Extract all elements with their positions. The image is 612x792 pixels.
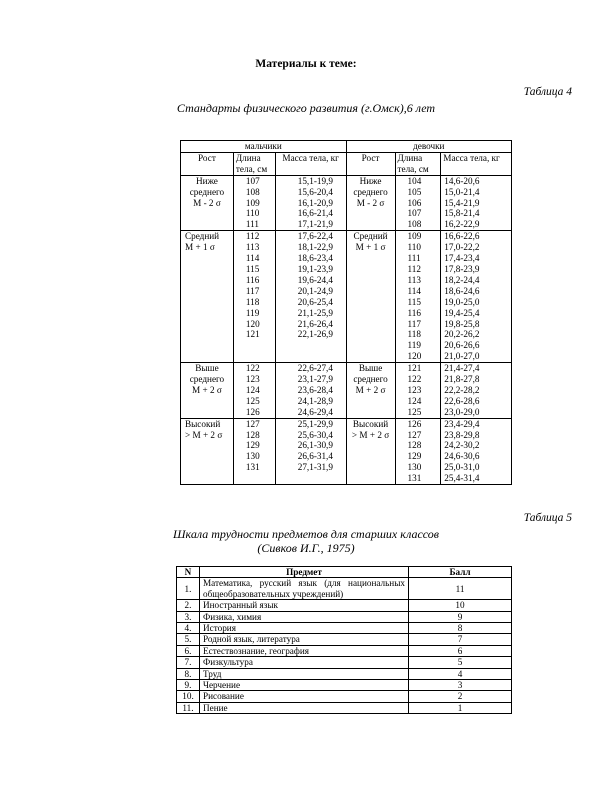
cell-line: Высокий	[352, 418, 389, 429]
table-row	[177, 645, 512, 656]
table5-label: Таблица 5	[523, 512, 572, 524]
cell-line: 105	[407, 186, 422, 197]
cell-line: 127	[245, 418, 260, 429]
cell-n: 2.	[177, 600, 200, 611]
cell-line: 107	[245, 175, 260, 186]
cell-boys-len	[233, 231, 275, 363]
cell-score: 5	[409, 657, 512, 668]
cell-line: Выше	[195, 363, 219, 374]
cell-line: среднего	[353, 186, 388, 197]
cell-girls-len	[395, 418, 441, 484]
table-row	[181, 418, 512, 484]
cell-line: 122	[407, 374, 422, 385]
cell-subject: Физкультура	[200, 657, 409, 668]
cell-line: 108	[245, 186, 260, 197]
cell-line: 108	[407, 219, 422, 230]
table-row	[181, 231, 512, 363]
cell-line: > М + 2 σ	[351, 429, 390, 440]
cell-line: М + 2 σ	[355, 384, 386, 395]
cell-line: 15,0-21,4	[444, 186, 480, 197]
cell-line: 118	[407, 329, 421, 340]
cell-line: 15,4-21,9	[444, 197, 480, 208]
cell-subject: Математика, русский язык (для национальных общеобразовательных учреждений)	[200, 578, 409, 600]
cell-line: 124	[407, 395, 422, 406]
cell-line: 125	[245, 395, 260, 406]
cell-line: 123	[407, 384, 422, 395]
cell-line: Выше	[358, 363, 383, 374]
cell-line: 19,4-25,4	[444, 307, 480, 318]
table-row	[181, 363, 512, 419]
table-row	[181, 175, 512, 231]
cell-line: 16,6-22,6	[444, 231, 480, 242]
cell-boys-mass	[275, 175, 346, 231]
cell-line: 124	[245, 384, 260, 395]
cell-subject: Рисование	[200, 691, 409, 702]
cell-line: 113	[245, 242, 260, 253]
cell-line: 17,4-23,4	[444, 253, 480, 264]
girls-col-mass: Масса тела, кг	[441, 152, 512, 175]
cell-line: 126	[407, 418, 422, 429]
cell-line: Средний	[185, 231, 220, 242]
cell-n: 5.	[177, 634, 200, 645]
table-row	[177, 600, 512, 611]
cell-line: 107	[407, 208, 422, 219]
cell-line: 24,6-29,4	[297, 406, 333, 417]
cell-line: 112	[407, 263, 421, 274]
cell-boys-mass	[275, 418, 346, 484]
cell-line: 20,2-26,2	[444, 329, 480, 340]
cell-line: 17,8-23,9	[444, 263, 480, 274]
boys-col-length: Длина тела, см	[233, 152, 275, 175]
cell-line: 130	[407, 462, 422, 473]
cell-line: 120	[245, 318, 260, 329]
cell-line: 23,1-27,9	[297, 374, 333, 385]
subject-difficulty-table	[176, 566, 512, 714]
cell-line: среднего	[353, 374, 388, 385]
boys-col-rost: Рост	[181, 152, 234, 175]
cell-line: 19,8-25,8	[444, 318, 480, 329]
cell-boys-len	[233, 175, 275, 231]
cell-line: 20,6-26,6	[444, 340, 480, 351]
cell-line: 129	[407, 451, 422, 462]
cell-subject: Пение	[200, 702, 409, 713]
cell-line: 131	[407, 473, 422, 484]
cell-boys-mass	[275, 231, 346, 363]
cell-line: 115	[407, 296, 421, 307]
cell-line: 112	[245, 231, 260, 242]
cell-line: 22,6-27,4	[297, 363, 333, 374]
cell-line: 24,2-30,2	[444, 440, 480, 451]
table-row	[177, 702, 512, 713]
cell-line: 20,6-25,4	[297, 296, 333, 307]
cell-score: 4	[409, 668, 512, 679]
cell-line: 18,1-22,9	[297, 242, 333, 253]
cell-line: М + 2 σ	[192, 384, 222, 395]
cell-girls-label	[346, 363, 395, 419]
col-subject: Предмет	[200, 567, 409, 578]
cell-line: 120	[407, 351, 422, 362]
cell-line: 123	[245, 374, 260, 385]
cell-line: М + 1 σ	[355, 242, 386, 253]
cell-boys-label	[181, 175, 234, 231]
table4-label: Таблица 4	[523, 86, 572, 98]
girls-col-length: Длина тела, см	[395, 152, 441, 175]
cell-line: 121	[407, 363, 422, 374]
cell-line: 109	[407, 231, 422, 242]
cell-score: 8	[409, 623, 512, 634]
cell-line: М - 2 σ	[356, 197, 385, 208]
cell-n: 9.	[177, 680, 200, 691]
table-row	[177, 691, 512, 702]
cell-line: 15,8-21,4	[444, 208, 480, 219]
cell-girls-label	[346, 231, 395, 363]
page-heading: Материалы к теме:	[255, 58, 357, 70]
cell-n: 10.	[177, 691, 200, 702]
cell-line: 16,6-21,4	[297, 208, 333, 219]
cell-line: 129	[245, 440, 260, 451]
cell-line: 21,0-27,0	[444, 351, 480, 362]
cell-line: 15,6-20,4	[297, 186, 333, 197]
cell-line: 119	[407, 340, 421, 351]
cell-line: 130	[245, 451, 260, 462]
cell-line: 23,8-29,8	[444, 429, 480, 440]
cell-girls-mass	[441, 175, 512, 231]
cell-line: 113	[407, 274, 421, 285]
cell-line: 25,0-31,0	[444, 462, 480, 473]
table-row	[177, 668, 512, 679]
cell-line: 15,1-19,9	[297, 175, 333, 186]
cell-line: 21,8-27,8	[444, 374, 480, 385]
cell-line: 16,1-20,9	[297, 197, 333, 208]
table-row	[177, 578, 512, 600]
cell-score: 11	[409, 578, 512, 600]
cell-line: 21,4-27,4	[444, 363, 480, 374]
cell-line: 23,6-28,4	[297, 384, 333, 395]
table5-caption-line2: (Сивков И.Г., 1975)	[257, 541, 355, 555]
cell-line: 122	[245, 363, 260, 374]
cell-line: среднего	[189, 374, 225, 385]
table-row	[177, 634, 512, 645]
girls-header: девочки	[346, 141, 511, 153]
cell-line: 17,6-22,4	[297, 231, 333, 242]
cell-girls-label	[346, 418, 395, 484]
cell-score: 2	[409, 691, 512, 702]
cell-line: Высокий	[185, 418, 221, 429]
cell-line: 17,1-21,9	[297, 219, 333, 230]
cell-line: 114	[407, 285, 421, 296]
col-score: Балл	[409, 567, 512, 578]
cell-line: 116	[407, 307, 421, 318]
cell-score: 7	[409, 634, 512, 645]
cell-line: Ниже	[359, 175, 382, 186]
cell-line: 26,6-31,4	[297, 451, 333, 462]
table-row	[177, 623, 512, 634]
cell-line: 116	[245, 274, 260, 285]
cell-line: 110	[407, 242, 421, 253]
cell-line: 111	[407, 253, 421, 264]
cell-line: 127	[407, 429, 422, 440]
cell-line: М + 1 σ	[185, 242, 215, 253]
cell-line: 111	[245, 219, 259, 230]
cell-line: 17,0-22,2	[444, 242, 480, 253]
cell-line: 23,4-29,4	[444, 418, 480, 429]
cell-girls-len	[395, 175, 441, 231]
physical-development-table	[180, 140, 512, 485]
cell-line: 24,1-28,9	[297, 395, 333, 406]
cell-line: 125	[407, 406, 422, 417]
cell-line: 24,6-30,6	[444, 451, 480, 462]
boys-col-mass: Масса тела, кг	[275, 152, 346, 175]
cell-line: 115	[245, 263, 260, 274]
cell-n: 1.	[177, 578, 200, 600]
cell-n: 8.	[177, 668, 200, 679]
cell-n: 3.	[177, 611, 200, 622]
cell-line: 128	[245, 429, 260, 440]
cell-line: 110	[245, 208, 260, 219]
cell-subject: Труд	[200, 668, 409, 679]
cell-line: Ниже	[196, 175, 218, 186]
cell-line: 18,6-23,4	[297, 253, 333, 264]
cell-line: 128	[407, 440, 422, 451]
cell-line: 117	[245, 285, 260, 296]
cell-subject: Родной язык, литература	[200, 634, 409, 645]
cell-boys-label	[181, 418, 234, 484]
cell-line: 22,2-28,2	[444, 384, 480, 395]
cell-boys-mass	[275, 363, 346, 419]
cell-line: среднего	[189, 186, 225, 197]
cell-girls-mass	[441, 418, 512, 484]
girls-col-rost: Рост	[346, 152, 395, 175]
cell-line: Средний	[353, 231, 388, 242]
cell-boys-label	[181, 231, 234, 363]
cell-line: 21,6-26,4	[297, 318, 333, 329]
cell-n: 11.	[177, 702, 200, 713]
cell-line: 104	[407, 175, 422, 186]
cell-line: 22,6-28,6	[444, 395, 480, 406]
cell-line: 18,6-24,6	[444, 285, 480, 296]
cell-subject: История	[200, 623, 409, 634]
cell-line: 18,2-24,4	[444, 274, 480, 285]
col-number: N	[177, 567, 200, 578]
table5-caption-line1: Шкала трудности предметов для старших классов	[172, 527, 440, 541]
cell-score: 9	[409, 611, 512, 622]
cell-line: 109	[245, 197, 260, 208]
cell-line: 131	[245, 462, 260, 473]
cell-line: 21,1-25,9	[297, 307, 333, 318]
cell-subject: Иностранный язык	[200, 600, 409, 611]
cell-line: 27,1-31,9	[297, 462, 333, 473]
cell-score: 6	[409, 645, 512, 656]
cell-score: 10	[409, 600, 512, 611]
table-row	[177, 611, 512, 622]
cell-line: 118	[245, 296, 260, 307]
cell-girls-mass	[441, 363, 512, 419]
cell-subject: Черчение	[200, 680, 409, 691]
cell-line: 25,1-29,9	[297, 418, 333, 429]
cell-line: 19,1-23,9	[297, 263, 333, 274]
cell-score: 3	[409, 680, 512, 691]
cell-girls-label	[346, 175, 395, 231]
cell-line: 19,6-24,4	[297, 274, 333, 285]
cell-line: 114	[245, 253, 260, 264]
cell-line: 119	[245, 307, 260, 318]
table4-caption: Стандарты физического развития (г.Омск),6 лет	[176, 101, 436, 115]
cell-line: 16,2-22,9	[444, 219, 480, 230]
cell-line: > М + 2 σ	[185, 429, 223, 440]
cell-line: 126	[245, 406, 260, 417]
cell-score: 1	[409, 702, 512, 713]
table-row	[177, 657, 512, 668]
cell-line: 121	[245, 329, 260, 340]
cell-n: 7.	[177, 657, 200, 668]
cell-line: 25,6-30,4	[297, 429, 333, 440]
cell-girls-len	[395, 363, 441, 419]
cell-line: 14,6-20,6	[444, 175, 480, 186]
boys-header: мальчики	[181, 141, 347, 153]
cell-line: 19,0-25,0	[444, 296, 480, 307]
table-row	[177, 680, 512, 691]
cell-boys-len	[233, 418, 275, 484]
cell-line: 117	[407, 318, 421, 329]
cell-line: 26,1-30,9	[297, 440, 333, 451]
cell-subject: Естествознание, география	[200, 645, 409, 656]
cell-line: 22,1-26,9	[297, 329, 333, 340]
cell-line: 106	[407, 197, 422, 208]
cell-subject: Физика, химия	[200, 611, 409, 622]
cell-line: 20,1-24,9	[297, 285, 333, 296]
cell-line: М - 2 σ	[193, 197, 221, 208]
cell-line: 25,4-31,4	[444, 473, 480, 484]
cell-line: 23,0-29,0	[444, 406, 480, 417]
cell-girls-mass	[441, 231, 512, 363]
cell-boys-len	[233, 363, 275, 419]
cell-boys-label	[181, 363, 234, 419]
cell-girls-len	[395, 231, 441, 363]
cell-n: 4.	[177, 623, 200, 634]
cell-n: 6.	[177, 645, 200, 656]
